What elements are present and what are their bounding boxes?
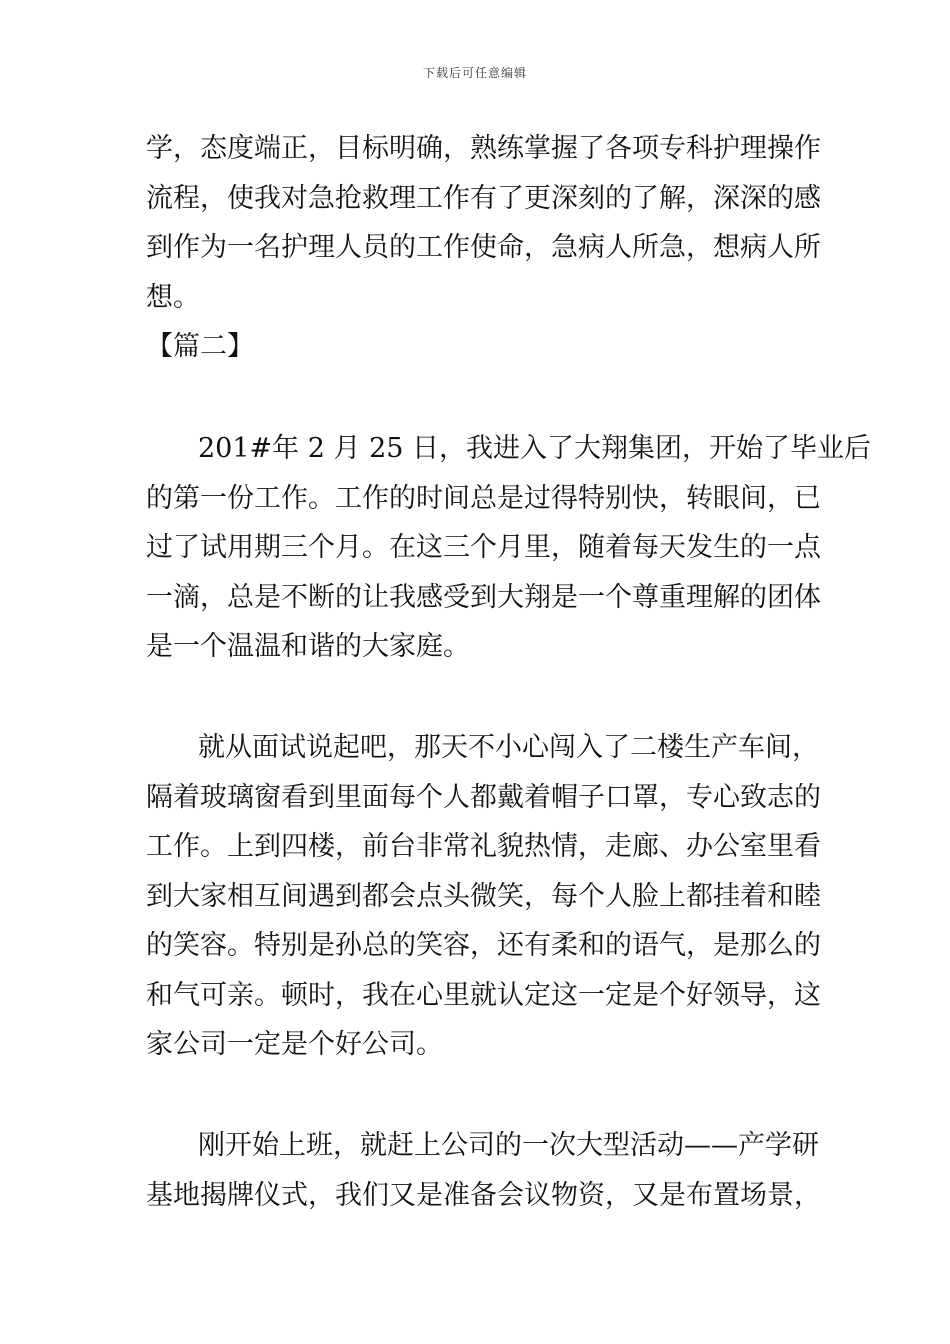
text-line: 隔着玻璃窗看到里面每个人都戴着帽子口罩，专心致志的: [146, 782, 821, 813]
text-line: 和气可亲。顿时，我在心里就认定这一定是个好领导，这: [146, 980, 821, 1011]
text-line: 一滴，总是不断的让我感受到大翔是一个尊重理解的团体: [146, 582, 821, 613]
text-line: 的笑容。特别是孙总的笑容，还有柔和的语气，是那么的: [146, 930, 821, 961]
text-line: 工作。上到四楼，前台非常礼貌热情，走廊、办公室里看: [146, 831, 821, 862]
paragraph-first-line: 刚开始上班，就赶上公司的一次大型活动——产学研: [198, 1130, 819, 1161]
text-line: 想。: [146, 282, 200, 313]
section-heading: 【篇二】: [146, 331, 254, 362]
text-line: 到大家相互间遇到都会点头微笑，每个人脸上都挂着和睦: [146, 881, 821, 912]
text-line: 流程，使我对急抢救理工作有了更深刻的了解，深深的感: [146, 183, 821, 214]
text-line: 的第一份工作。工作的时间总是过得特别快，转眼间，已: [146, 483, 821, 514]
page-header-note: 下载后可任意编辑: [422, 66, 527, 80]
text-line: 学，态度端正，目标明确，熟练掌握了各项专科护理操作: [146, 133, 821, 164]
text-line: 到作为一名护理人员的工作使命，急病人所急，想病人所: [146, 232, 821, 263]
paragraph-first-line: 201#年 2 月 25 日，我进入了大翔集团，开始了毕业后: [198, 433, 872, 464]
text-line: 基地揭牌仪式，我们又是准备会议物资，又是布置场景，: [146, 1180, 821, 1211]
text-line: 是一个温温和谐的大家庭。: [146, 631, 470, 662]
text-line: 过了试用期三个月。在这三个月里，随着每天发生的一点: [146, 532, 821, 563]
paragraph-first-line: 就从面试说起吧，那天不小心闯入了二楼生产车间，: [198, 732, 819, 763]
text-line: 家公司一定是个好公司。: [146, 1029, 443, 1060]
